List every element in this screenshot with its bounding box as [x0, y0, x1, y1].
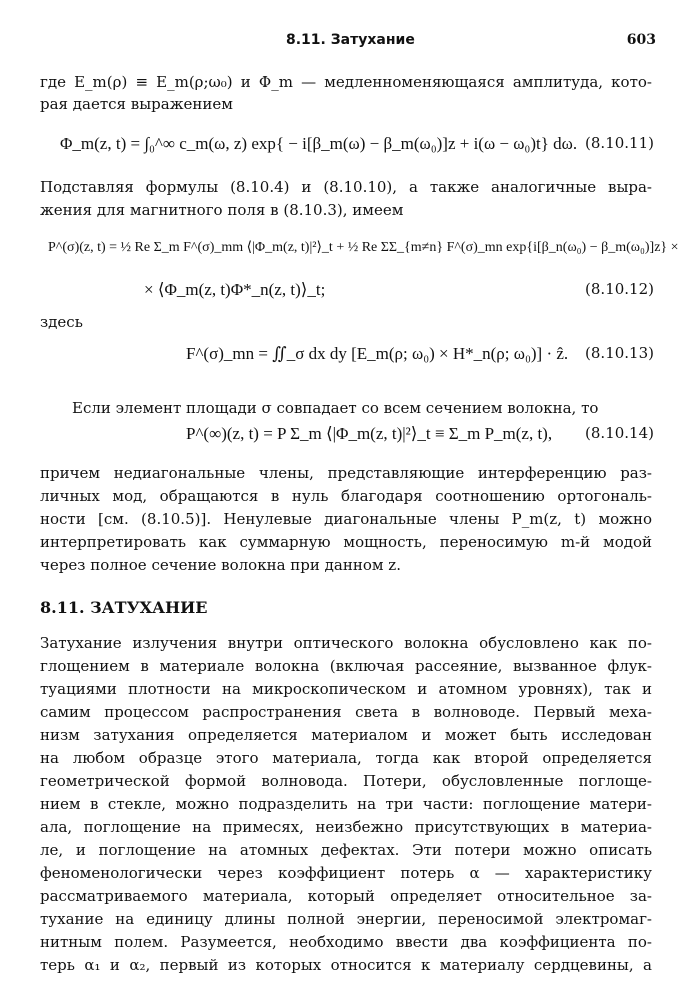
page-number: 603 [626, 32, 656, 48]
equation-8-10-14: P^(∞)(z, t) = P Σ_m ⟨|Φ_m(z, t)|²⟩_t ≡ Σ_m P_m(z, t), [186, 424, 553, 443]
paragraph1-line-2: личных мод, обращаются в нуль благодаря соотношению ортогональ- [40, 487, 652, 505]
intro-line-1: где E_m(ρ) ≡ E_m(ρ;ω₀) и Φ_m — медленноменяющаяся амплитуда, кото- [40, 73, 652, 91]
paragraph2-line-14: нитным полем. Разумеется, необходимо ввести два коэффициента по- [40, 933, 652, 951]
equation-8-10-12-line-2: × ⟨Φ_m(z, t)Φ*_n(z, t)⟩_t; [144, 280, 326, 299]
paragraph2-line-10: ле, и поглощение на атомных дефектах. Эти потери можно описать [40, 841, 652, 859]
paragraph2-line-9: ала, поглощение на примесях, неизбежно присутствующих в материа- [40, 818, 652, 836]
equation-8-10-12-line-1: P^(σ)(z, t) = ½ Re Σ_m F^(σ)_mm ⟨|Φ_m(z, t)|²⟩_t + ½ Re ΣΣ_{m≠n} F^(σ)_mn exp{i[β_n(ω₀) − β_m(ω₀)]z} × [48, 240, 679, 255]
paragraph1-line-5: через полное сечение волокна при данном z. [40, 556, 401, 574]
paragraph2-line-13: тухание на единицу длины полной энергии, переносимой электромаг- [40, 910, 652, 928]
paragraph2-line-1: Затухание излучения внутри оптического волокна обусловлено как по- [40, 634, 652, 652]
paragraph1-line-1: причем недиагональные члены, представляющие интерференцию раз- [40, 464, 652, 482]
substitution-line-2: жения для магнитного поля в (8.10.3), имеем [40, 201, 404, 219]
zdes-word: здесь [40, 313, 83, 331]
equation-number-8-10-12: (8.10.12) [585, 280, 654, 298]
paragraph2-line-6: на любом образце этого материала, тогда как второй определяется [40, 749, 652, 767]
substitution-line-1: Подставляя формулы (8.10.4) и (8.10.10), а также аналогичные выра- [40, 178, 652, 196]
equation-number-8-10-11: (8.10.11) [585, 134, 654, 152]
paragraph2-line-4: самим процессом распространения света в волноводе. Первый меха- [40, 703, 652, 721]
running-title: 8.11. Затухание [286, 32, 415, 48]
paragraph2-line-8: нием в стекле, можно подразделить на три части: поглощение матери- [40, 795, 652, 813]
paragraph1-line-4: интерпретировать как суммарную мощность, переносимую m-й модой [40, 533, 652, 551]
page-header [0, 30, 696, 54]
paragraph2-line-3: туациями плотности на микроскопическом и атомном уровнях), так и [40, 680, 652, 698]
paragraph2-line-7: геометрической формой волновода. Потери, обусловленные поглоще- [40, 772, 652, 790]
equation-number-8-10-14: (8.10.14) [585, 424, 654, 442]
paragraph1-line-3: ности [см. (8.10.5)]. Ненулевые диагональные члены P_m(z, t) можно [40, 510, 652, 528]
paragraph2-line-11: феноменологически через коэффициент потерь α — характеристику [40, 864, 652, 882]
equation-8-10-13: F^(σ)_mn = ∬_σ dx dy [E_m(ρ; ω₀) × H*_n(ρ; ω₀)] · ẑ. [186, 344, 569, 363]
section-heading: 8.11. ЗАТУХАНИЕ [40, 598, 208, 617]
paragraph2-line-12: рассматриваемого материала, который определяет относительное за- [40, 887, 652, 905]
paragraph2-line-2: глощением в материале волокна (включая рассеяние, вызванное флук- [40, 657, 652, 675]
intro-line-2: рая дается выражением [40, 95, 233, 113]
if-line: Если элемент площади σ совпадает со всем сечением волокна, то [72, 399, 599, 417]
equation-number-8-10-13: (8.10.13) [585, 344, 654, 362]
equation-8-10-11: Φ_m(z, t) = ∫₀^∞ c_m(ω, z) exp{ − i[β_m(ω) − β_m(ω₀)]z + i(ω − ω₀)t} dω. [60, 134, 578, 153]
paragraph2-line-15: терь α₁ и α₂, первый из которых относится к материалу сердцевины, а [40, 956, 652, 974]
paragraph2-line-5: низм затухания определяется материалом и может быть исследован [40, 726, 652, 744]
